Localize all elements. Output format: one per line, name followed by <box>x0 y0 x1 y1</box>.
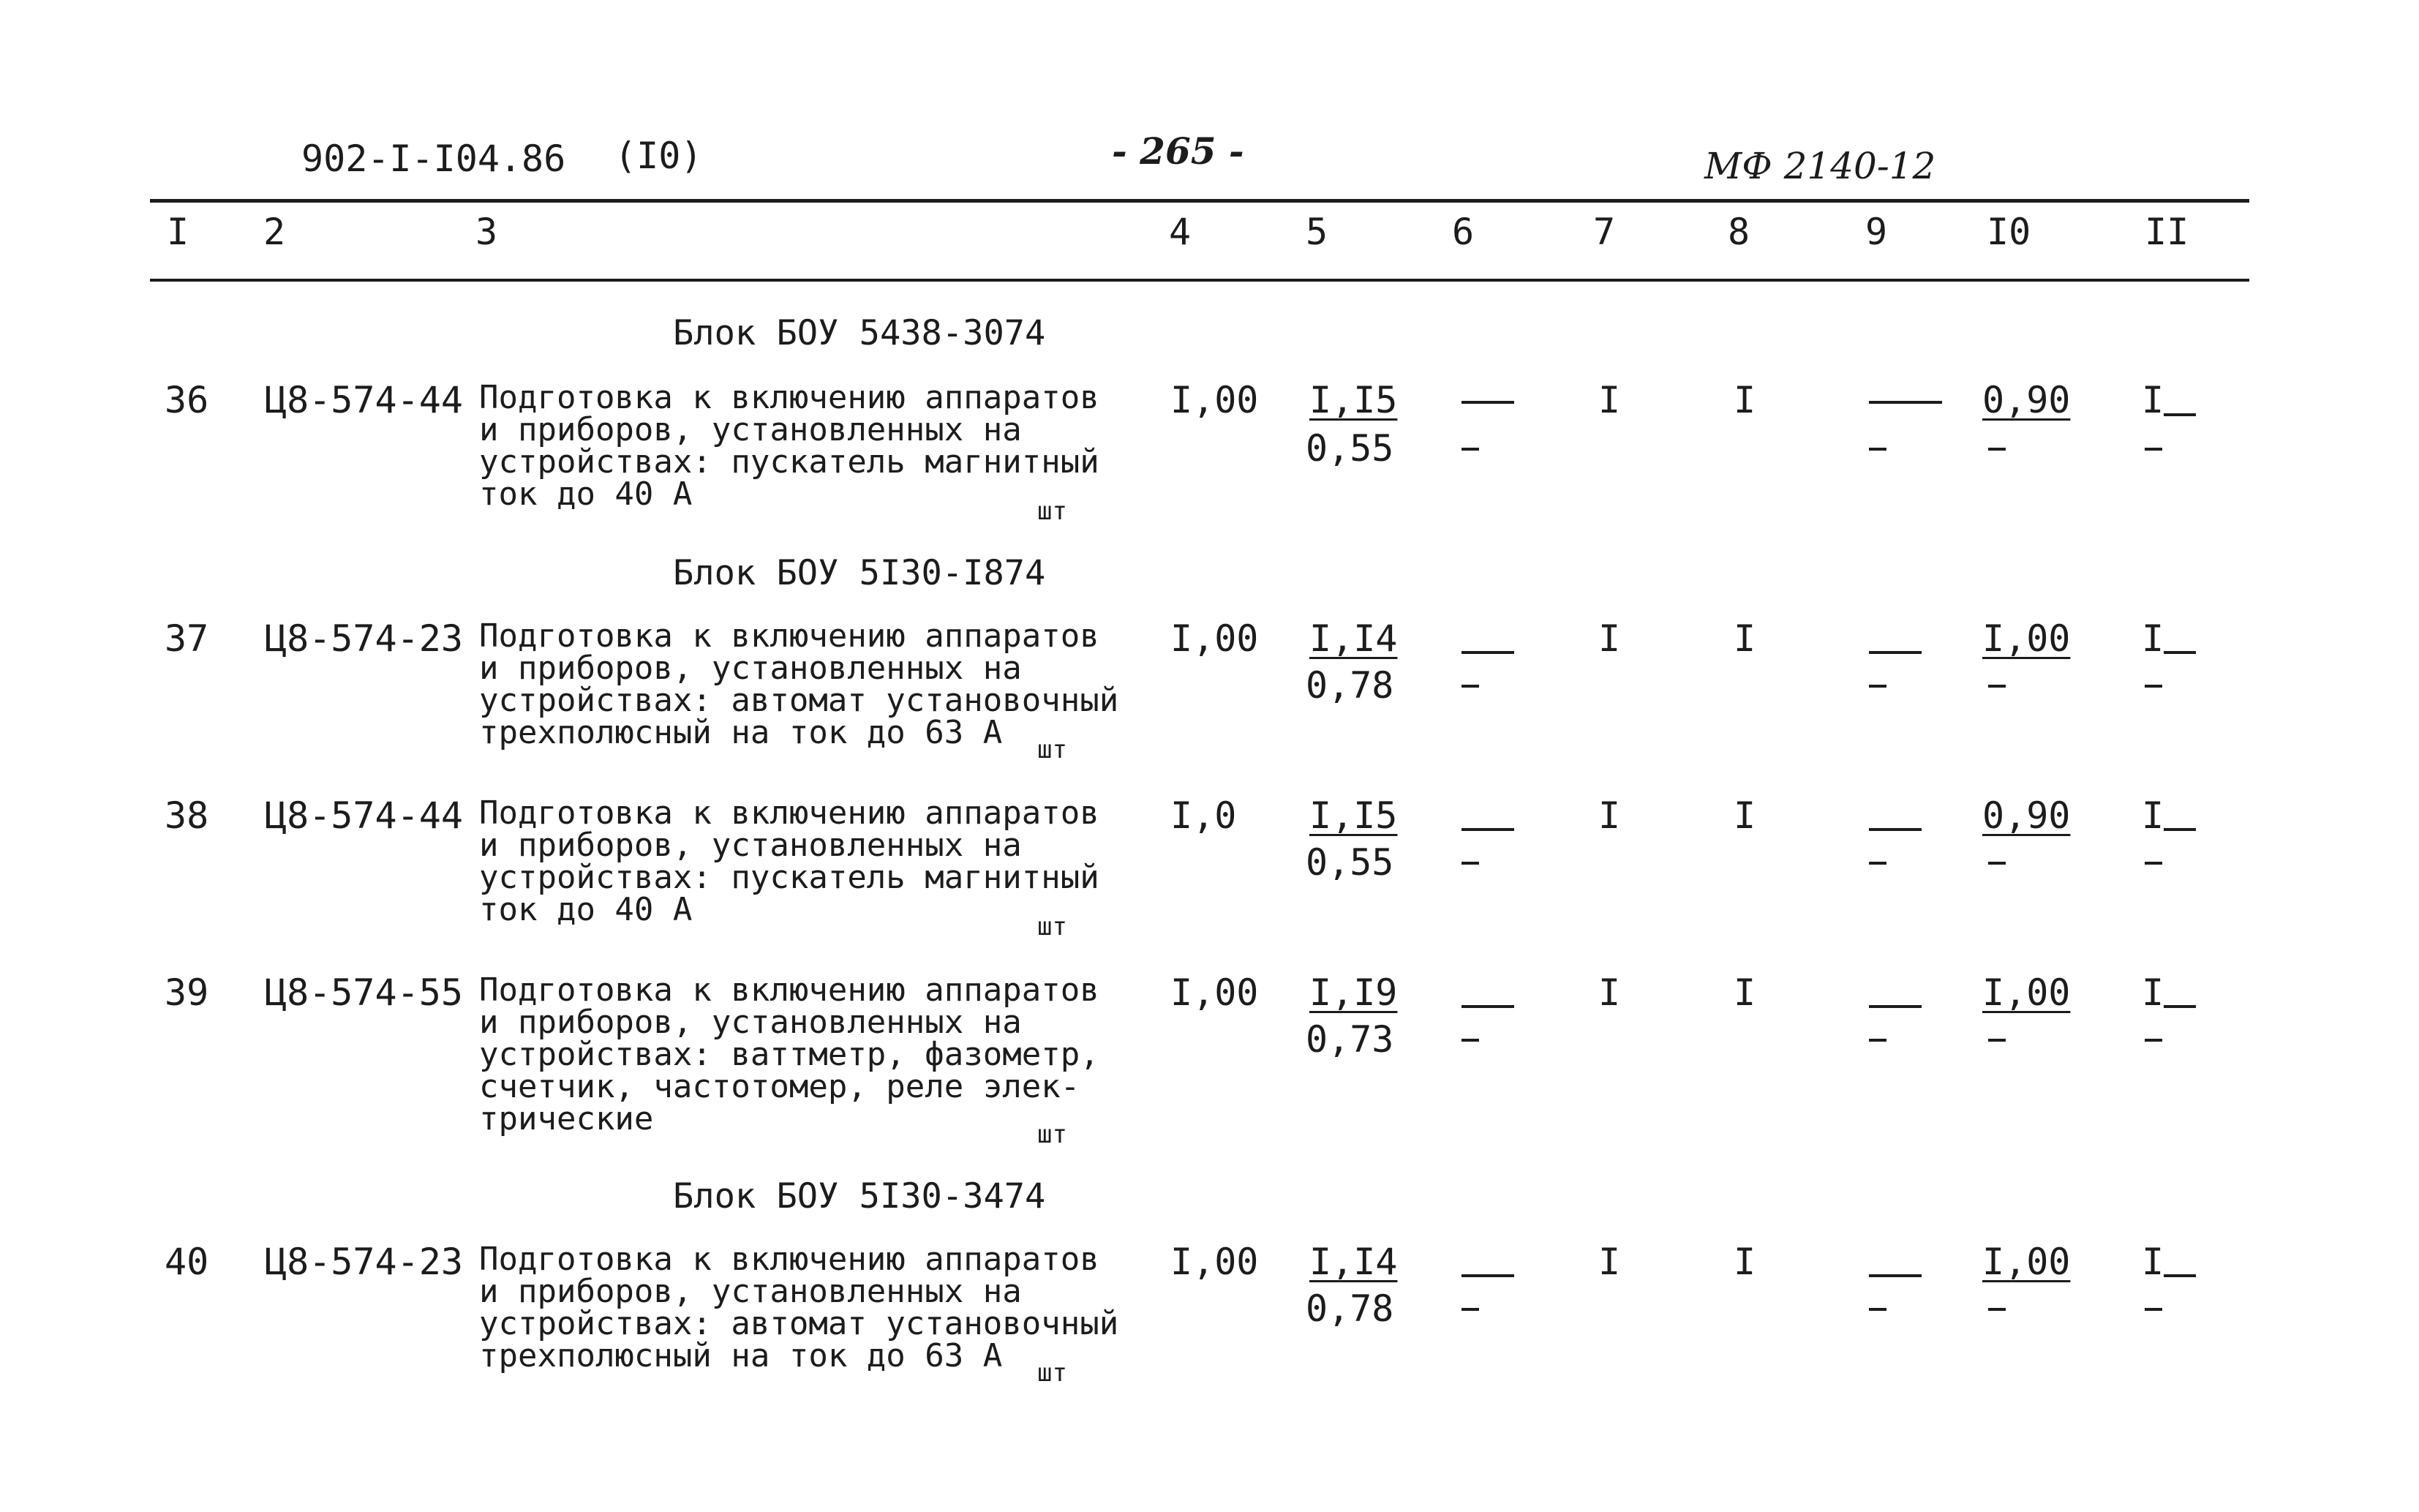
unit-label: шт <box>1037 1120 1067 1149</box>
col4-value: I,00 <box>1170 379 1259 421</box>
col5-bottom-value: 0,55 <box>1306 427 1394 470</box>
col8-value: I <box>1734 1241 1756 1283</box>
column-header: 2 <box>263 211 286 253</box>
row-number: 40 <box>165 1241 209 1283</box>
col6-dash-bottom <box>1461 862 1479 865</box>
col10-value: I,00 <box>1982 971 2071 1014</box>
col5-bottom-value: 0,78 <box>1306 1287 1394 1330</box>
col5-bottom-value: 0,78 <box>1306 664 1394 707</box>
column-header: I0 <box>1987 211 2031 253</box>
col10-dash-bottom <box>1988 1308 2006 1311</box>
document-code: 902-I-I04.86 <box>301 138 566 180</box>
col10-dash-bottom <box>1988 448 2006 451</box>
col6-dash-bottom <box>1461 1308 1479 1311</box>
col11-dash-top <box>2164 828 2196 831</box>
unit-label: шт <box>1037 1358 1067 1388</box>
col9-dash-bottom <box>1869 1308 1886 1311</box>
unit-label: шт <box>1037 735 1067 764</box>
rate-code: Ц8-574-23 <box>265 617 463 660</box>
block-title: Блок БОУ 5I30-3474 <box>673 1176 1046 1216</box>
col10-value: 0,90 <box>1982 379 2071 421</box>
col9-dash-top <box>1869 1005 1922 1008</box>
col6-dash-top <box>1461 651 1514 654</box>
col10-value: 0,90 <box>1982 794 2071 837</box>
row-number: 37 <box>165 617 209 660</box>
col6-dash-top <box>1461 1274 1514 1277</box>
column-header: 6 <box>1452 211 1475 253</box>
col5-top-value: I,I5 <box>1309 794 1398 837</box>
col11-value: I <box>2142 794 2164 837</box>
col7-value: I <box>1598 971 1621 1014</box>
column-header: 9 <box>1865 211 1888 253</box>
col11-value: I <box>2142 617 2164 660</box>
col11-dash-bottom <box>2145 1308 2162 1311</box>
work-description: Подготовка к включению аппаратов и приборов, установленных на устройствах: пускатель магнитный ток до 40 А <box>479 379 1099 513</box>
table-top-rule <box>150 199 2249 203</box>
col8-value: I <box>1734 617 1756 660</box>
col5-top-value: I,I4 <box>1309 617 1398 660</box>
col8-value: I <box>1734 379 1756 421</box>
unit-label: шт <box>1037 497 1067 526</box>
col4-value: I,00 <box>1170 617 1259 660</box>
col9-dash-top <box>1869 1274 1922 1277</box>
col8-value: I <box>1734 971 1756 1014</box>
col9-dash-bottom <box>1869 448 1886 451</box>
col11-value: I <box>2142 379 2164 421</box>
col11-dash-top <box>2164 651 2196 654</box>
block-title: Блок БОУ 5I30-I874 <box>673 553 1046 593</box>
col11-dash-top <box>2164 413 2196 416</box>
col9-dash-top <box>1869 401 1942 404</box>
col10-value: I,00 <box>1982 1241 2071 1283</box>
col5-bottom-value: 0,73 <box>1306 1018 1394 1061</box>
rate-code: Ц8-574-55 <box>265 971 463 1014</box>
page-number: - 265 - <box>1112 129 1244 173</box>
rate-code: Ц8-574-23 <box>265 1241 463 1283</box>
sheet-number: (I0) <box>614 135 703 177</box>
col7-value: I <box>1598 1241 1621 1283</box>
col6-dash-top <box>1461 401 1514 404</box>
col5-top-value: I,I9 <box>1309 971 1398 1014</box>
col10-dash-bottom <box>1988 685 2006 688</box>
col10-dash-bottom <box>1988 1039 2006 1042</box>
col9-dash-bottom <box>1869 1039 1886 1042</box>
col11-dash-bottom <box>2145 448 2162 451</box>
work-description: Подготовка к включению аппаратов и приборов, установленных на устройствах: автомат установочный трехполюсный на ток до 63 А <box>479 617 1119 751</box>
column-header: 4 <box>1169 211 1192 253</box>
row-number: 39 <box>165 971 209 1014</box>
col11-dash-bottom <box>2145 1039 2162 1042</box>
row-number: 36 <box>165 379 209 421</box>
column-header: I <box>167 211 189 253</box>
rate-code: Ц8-574-44 <box>265 794 463 837</box>
col6-dash-bottom <box>1461 1039 1479 1042</box>
col4-value: I,00 <box>1170 1241 1259 1283</box>
col8-value: I <box>1734 794 1756 837</box>
col6-dash-top <box>1461 1005 1514 1008</box>
col5-bottom-value: 0,55 <box>1306 841 1394 884</box>
col9-dash-bottom <box>1869 685 1886 688</box>
col7-value: I <box>1598 794 1621 837</box>
col9-dash-top <box>1869 651 1922 654</box>
col6-dash-top <box>1461 828 1514 831</box>
col9-dash-top <box>1869 828 1922 831</box>
col11-dash-bottom <box>2145 862 2162 865</box>
col4-value: I,00 <box>1170 971 1259 1014</box>
col10-dash-bottom <box>1988 862 2006 865</box>
col11-dash-top <box>2164 1274 2196 1277</box>
col6-dash-bottom <box>1461 448 1479 451</box>
column-header: 8 <box>1728 211 1750 253</box>
col11-dash-bottom <box>2145 685 2162 688</box>
table-header-bottom-rule <box>150 279 2249 282</box>
work-description: Подготовка к включению аппаратов и приборов, установленных на устройствах: ваттметр, фазометр, счетчик, частотомер, реле элек- трические <box>479 971 1099 1137</box>
col7-value: I <box>1598 617 1621 660</box>
col7-value: I <box>1598 379 1621 421</box>
col5-top-value: I,I5 <box>1309 379 1398 421</box>
unit-label: шт <box>1037 912 1067 941</box>
column-header: II <box>2145 211 2189 253</box>
row-number: 38 <box>165 794 209 837</box>
work-description: Подготовка к включению аппаратов и приборов, установленных на устройствах: пускатель магнитный ток до 40 А <box>479 794 1099 928</box>
handwritten-reference: МФ 2140-12 <box>1704 145 1936 187</box>
col11-value: I <box>2142 971 2164 1014</box>
column-header: 3 <box>475 211 498 253</box>
col11-dash-top <box>2164 1005 2196 1008</box>
col10-value: I,00 <box>1982 617 2071 660</box>
col11-value: I <box>2142 1241 2164 1283</box>
col9-dash-bottom <box>1869 862 1886 865</box>
col6-dash-bottom <box>1461 685 1479 688</box>
block-title: Блок БОУ 5438-3074 <box>673 313 1046 353</box>
work-description: Подготовка к включению аппаратов и приборов, установленных на устройствах: автомат установочный трехполюсный на ток до 63 А <box>479 1241 1119 1374</box>
column-header: 7 <box>1593 211 1616 253</box>
col5-top-value: I,I4 <box>1309 1241 1398 1283</box>
col4-value: I,0 <box>1170 794 1237 837</box>
rate-code: Ц8-574-44 <box>265 379 463 421</box>
column-header: 5 <box>1306 211 1328 253</box>
